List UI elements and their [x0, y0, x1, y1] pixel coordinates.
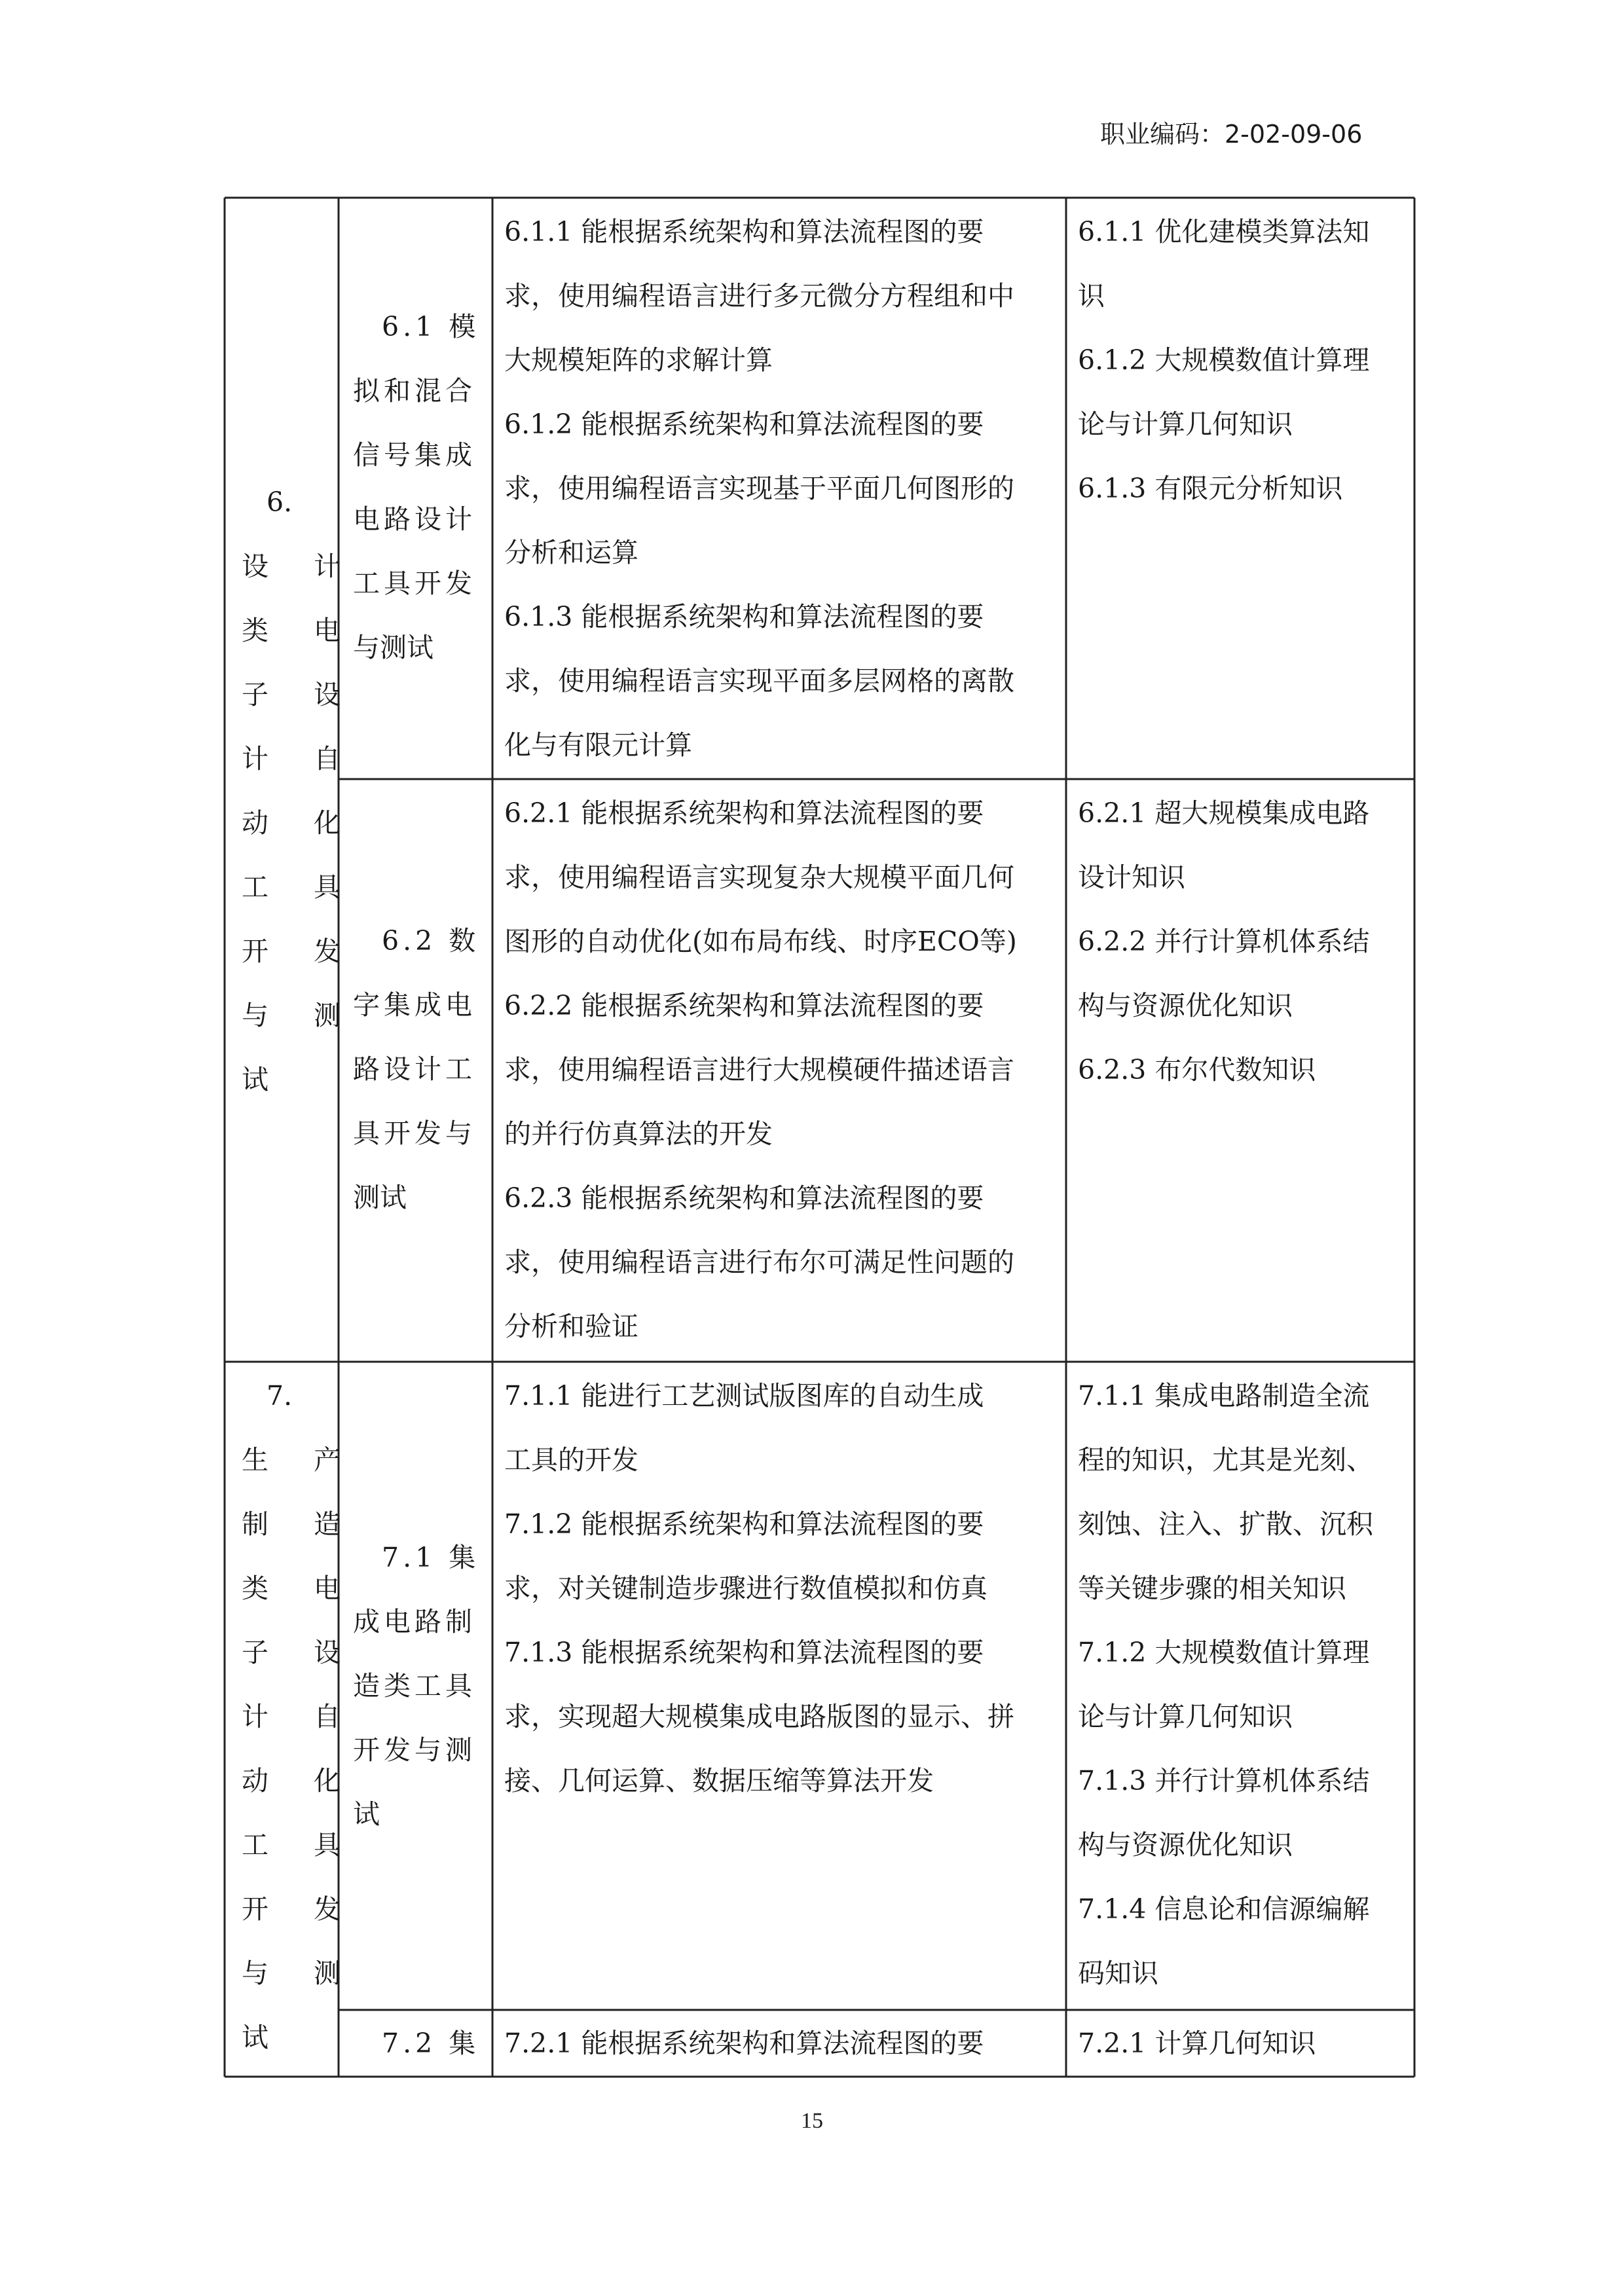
category-line: 7. [267, 1380, 293, 1412]
skill-line: 的并行仿真算法的开发 [504, 1118, 773, 1150]
module-line: 电路设计 [353, 503, 476, 535]
category-line: 工 具 [242, 1829, 360, 1861]
skill-line: 求，使用编程语言进行大规模硬件描述语言 [504, 1054, 1014, 1085]
module-line: 路设计工 [353, 1053, 476, 1085]
knowledge-line: 7.2.1 计算几何知识 [1078, 2028, 1316, 2059]
category-line: 工 具 [242, 871, 360, 903]
knowledge-line: 7.1.4 信息论和信源编解 [1078, 1893, 1370, 1925]
knowledge-line: 7.1.2 大规模数值计算理 [1078, 1637, 1370, 1668]
category-line: 制 造 [242, 1508, 360, 1540]
knowledge-6-1 [1078, 200, 1413, 520]
module-6-1 [340, 295, 491, 680]
category-line: 类 电 [242, 1573, 360, 1604]
page-number: 15 [801, 2109, 823, 2133]
skills-7-1 [504, 1364, 1065, 1813]
module-7-1 [340, 1525, 491, 1846]
skill-line: 6.2.3 能根据系统架构和算法流程图的要 [504, 1182, 984, 1214]
category-line: 计 自 [242, 743, 360, 774]
skill-line: 求，使用编程语言实现复杂大规模平面几何 [504, 862, 1014, 893]
category-line: 动 化 [242, 1765, 360, 1796]
skill-line: 6.2.1 能根据系统架构和算法流程图的要 [504, 797, 984, 829]
skill-line: 求，使用编程语言实现平面多层网格的离散 [504, 665, 1014, 697]
module-line: 试 [353, 1798, 380, 1830]
knowledge-line: 7.1.3 并行计算机体系结 [1078, 1765, 1370, 1796]
category-line: 子 设 [242, 679, 360, 710]
category-line: 与 测 [242, 1958, 360, 1989]
category-line: 计 自 [242, 1701, 360, 1732]
category-6 [226, 470, 360, 1112]
module-line: 造类工具 [353, 1670, 476, 1702]
knowledge-line: 7.1.1 集成电路制造全流 [1078, 1380, 1370, 1412]
occupation-code: 职业编码：2-02-09-06 [1100, 120, 1363, 149]
module-line: 拟和混合 [353, 375, 476, 407]
skill-line: 求，实现超大规模集成电路版图的显示、拼 [504, 1701, 1014, 1732]
module-7-2 [340, 2011, 491, 2075]
skill-line: 6.1.1 能根据系统架构和算法流程图的要 [504, 216, 984, 247]
category-line: 试 [242, 1064, 268, 1095]
module-line: 工具开发 [353, 568, 476, 599]
module-6-2 [340, 909, 491, 1230]
knowledge-line: 程的知识，尤其是光刻、 [1078, 1444, 1373, 1476]
module-line: 与测试 [353, 632, 434, 663]
category-line: 开 发 [242, 1893, 360, 1925]
module-line: 7.1 集 [382, 1542, 480, 1573]
skills-6-2 [504, 781, 1065, 1358]
module-line: 成电路制 [353, 1606, 476, 1637]
module-line: 6.2 数 [382, 925, 480, 957]
module-line: 7.2 集 [382, 2028, 480, 2059]
skill-line: 化与有限元计算 [504, 729, 692, 761]
skill-line: 7.1.2 能根据系统架构和算法流程图的要 [504, 1508, 984, 1540]
skill-line: 大规模矩阵的求解计算 [504, 344, 773, 376]
skill-line: 工具的开发 [504, 1444, 638, 1476]
skill-line: 求，对关键制造步骤进行数值模拟和仿真 [504, 1573, 987, 1604]
skill-line: 6.1.2 能根据系统架构和算法流程图的要 [504, 409, 984, 440]
skill-line: 分析和运算 [504, 537, 638, 568]
knowledge-line: 6.1.2 大规模数值计算理 [1078, 344, 1370, 376]
skill-line: 图形的自动优化(如布局布线、时序ECO等) [504, 926, 1017, 957]
knowledge-line: 等关键步骤的相关知识 [1078, 1573, 1346, 1604]
category-line: 生 产 [242, 1444, 360, 1476]
skill-line: 求，使用编程语言实现基于平面几何图形的 [504, 473, 1014, 504]
category-line: 设 计 [242, 551, 360, 582]
category-line: 类 电 [242, 615, 360, 646]
knowledge-7-2 [1078, 2011, 1413, 2075]
knowledge-line: 码知识 [1078, 1958, 1158, 1989]
category-line: 开 发 [242, 936, 360, 967]
knowledge-line: 构与资源优化知识 [1078, 990, 1293, 1021]
module-line: 开发与测 [353, 1734, 476, 1766]
knowledge-line: 刻蚀、注入、扩散、沉积 [1078, 1508, 1373, 1540]
knowledge-6-2 [1078, 781, 1413, 1102]
knowledge-line: 6.2.1 超大规模集成电路 [1078, 797, 1370, 829]
skill-line: 7.1.1 能进行工艺测试版图库的自动生成 [504, 1380, 984, 1412]
knowledge-line: 设计知识 [1078, 862, 1185, 893]
skill-line: 接、几何运算、数据压缩等算法开发 [504, 1765, 934, 1796]
category-line: 试 [242, 2022, 268, 2053]
knowledge-line: 论与计算几何知识 [1078, 1701, 1293, 1732]
skill-line: 求，使用编程语言进行多元微分方程组和中 [504, 280, 1014, 312]
module-line: 具开发与 [353, 1118, 476, 1149]
category-line: 6. [267, 486, 293, 518]
category-7 [226, 1364, 360, 2069]
module-line: 信号集成 [353, 439, 476, 471]
skill-line: 分析和验证 [504, 1311, 638, 1342]
module-line: 字集成电 [353, 989, 476, 1021]
knowledge-line: 构与资源优化知识 [1078, 1829, 1293, 1861]
knowledge-line: 6.2.3 布尔代数知识 [1078, 1054, 1316, 1085]
category-line: 与 测 [242, 1000, 360, 1031]
category-line: 动 化 [242, 807, 360, 839]
skills-7-2 [504, 2011, 1065, 2075]
skill-line: 7.1.3 能根据系统架构和算法流程图的要 [504, 1637, 984, 1668]
skill-line: 7.2.1 能根据系统架构和算法流程图的要 [504, 2028, 984, 2059]
skills-6-1 [504, 200, 1065, 777]
knowledge-line: 论与计算几何知识 [1078, 409, 1293, 440]
skill-line: 求，使用编程语言进行布尔可满足性问题的 [504, 1247, 1014, 1278]
knowledge-line: 识 [1078, 280, 1105, 312]
knowledge-line: 6.1.1 优化建模类算法知 [1078, 216, 1370, 247]
module-line: 6.1 模 [382, 311, 480, 342]
skill-line: 6.1.3 能根据系统架构和算法流程图的要 [504, 601, 984, 632]
skill-line: 6.2.2 能根据系统架构和算法流程图的要 [504, 990, 984, 1021]
knowledge-line: 6.2.2 并行计算机体系结 [1078, 926, 1370, 957]
knowledge-line: 6.1.3 有限元分析知识 [1078, 473, 1343, 504]
module-line: 测试 [353, 1182, 407, 1213]
knowledge-7-1 [1078, 1364, 1413, 2005]
category-line: 子 设 [242, 1637, 360, 1668]
